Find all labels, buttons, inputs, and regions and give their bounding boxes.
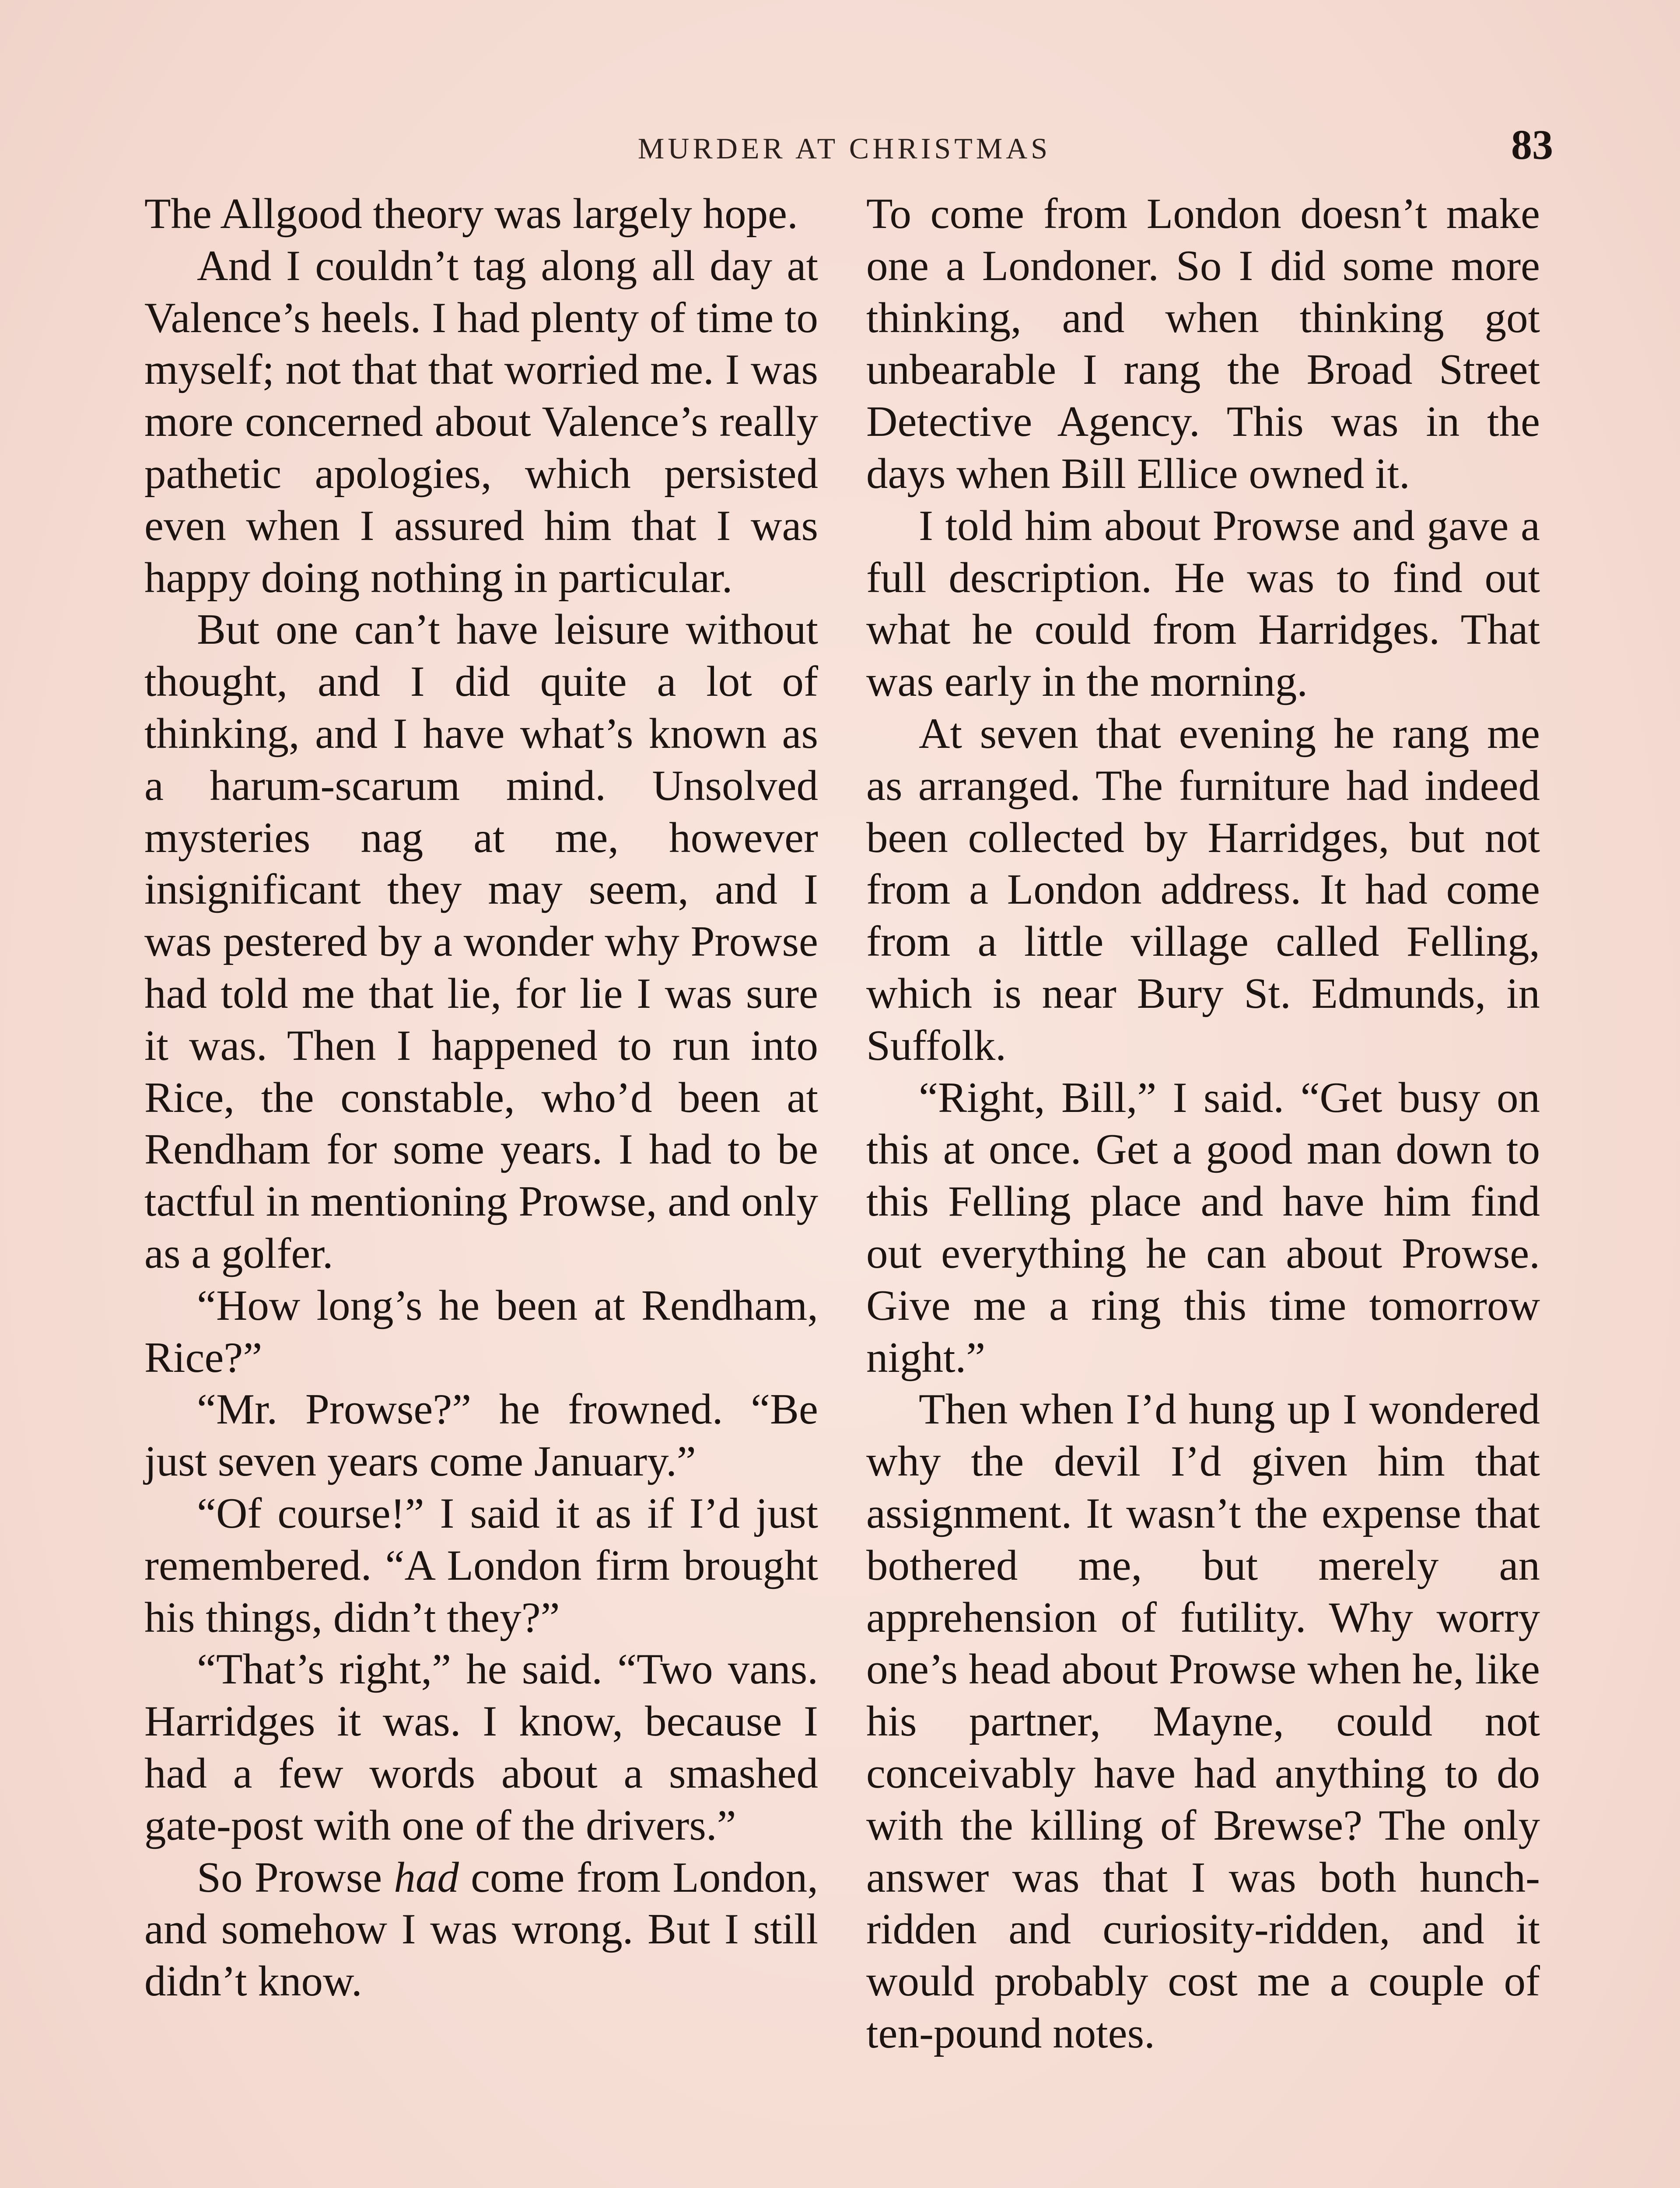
- paragraph: “Of course!” I said it as if I’d just remembered. “A London firm brought his things, didn’t they?”: [144, 1489, 818, 1641]
- emphasis: had: [394, 1853, 459, 1901]
- right-column: [866, 188, 1540, 2060]
- page-number: 83: [1511, 121, 1553, 168]
- paragraph: But one can’t have leisure without thought, and I did quite a lot of thinking, and I have what’s known as a harum-scarum mind. Unsolved mysteries nag at me, however insignificant they may seem, and I was pestered by a wonder why Prowse had told me that lie, for lie I was sure it was. Then I happened to run into Rice, the constable, who’d been at Rendham for some years. I had to be tactful in mentioning Prowse, and only as a golfer.: [144, 606, 818, 1277]
- paragraph: “How long’s he been at Rendham, Rice?”: [144, 1281, 818, 1382]
- paragraph: “Right, Bill,” I said. “Get busy on this at once. Get a good man down to this Felling place and have him find out everything he can about Prowse. Give me a ring this time tomorrow night.”: [866, 1073, 1540, 1382]
- paragraph: “That’s right,” he said. “Two vans. Harridges it was. I know, because I had a few words about a smashed gate-post with one of the drivers.”: [144, 1645, 818, 1849]
- paragraph: So Prowse had come from London, and somehow I was wrong. But I still didn’t know.: [144, 1853, 818, 2006]
- left-column: [144, 188, 818, 2008]
- paragraph: Then when I’d hung up I wondered why the devil I’d given him that assignment. It wasn’t the expense that bothered me, but merely an apprehension of futility. Why worry one’s head about Prowse when he, like his partner, Mayne, could not conceivably have had anything to do with the killing of Brewse? The only answer was that I was both hunch-ridden and curiosity-ridden, and it would probably cost me a couple of ten-pound notes.: [866, 1385, 1540, 2057]
- paragraph: I told him about Prowse and gave a full description. He was to find out what he could from Harridges. That was early in the morning.: [866, 501, 1540, 706]
- paragraph: At seven that evening he rang me as arranged. The furniture had indeed been collected by Harridges, but not from a London address. It had come from a little village called Felling, which is near Bury St. Edmunds, in Suffolk.: [866, 709, 1540, 1069]
- paragraph: The Allgood theory was largely hope.: [144, 190, 798, 238]
- paragraph: And I couldn’t tag along all day at Valence’s heels. I had plenty of time to myself; not that that worried me. I was more concerned about Valence’s really pathetic apologies, which persisted even when I assured him that I was happy doing nothing in particular.: [144, 242, 818, 602]
- paragraph: “Mr. Prowse?” he frowned. “Be just seven years come January.”: [144, 1385, 818, 1486]
- running-head: MURDER AT CHRISTMAS: [637, 132, 1051, 165]
- paragraph: To come from London doesn’t make one a Londoner. So I did some more thinking, and when thinking got unbearable I rang the Broad Street Detective Agency. This was in the days when Bill Ellice owned it.: [866, 190, 1540, 498]
